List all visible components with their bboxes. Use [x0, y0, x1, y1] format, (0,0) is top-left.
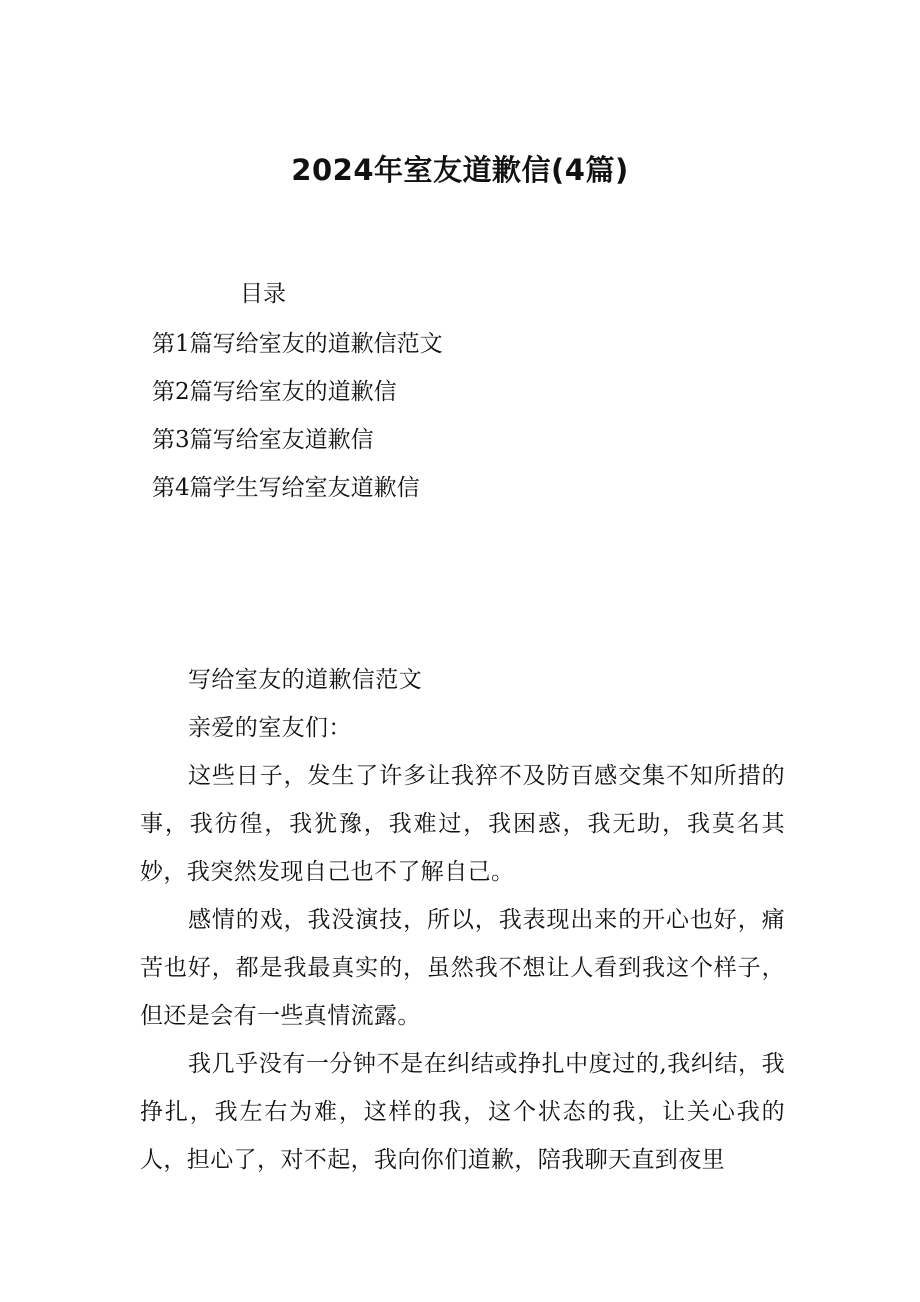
- toc-item-3[interactable]: 第3篇写给室友道歉信: [152, 427, 374, 453]
- toc-heading: 目录: [240, 281, 286, 307]
- paragraph-1: 这些日子，发生了许多让我猝不及防百感交集不知所措的事，我彷徨，我犹豫，我难过，我困惑，我无助，我莫名其妙，我突然发现自己也不了解自己。: [140, 763, 785, 885]
- toc-item-4[interactable]: 第4篇学生写给室友道歉信: [152, 475, 420, 501]
- toc-item-2[interactable]: 第2篇写给室友的道歉信: [152, 379, 397, 405]
- toc-list: [152, 320, 443, 512]
- salutation: 亲爱的室友们：: [188, 715, 352, 741]
- toc-item-1[interactable]: 第1篇写给室友的道歉信范文: [152, 331, 443, 357]
- section-title: 写给室友的道歉信范文: [188, 667, 422, 693]
- letter-body: [140, 656, 785, 1184]
- paragraph-3: 我几乎没有一分钟不是在纠结或挣扎中度过的,我纠结，我挣扎，我左右为难，这样的我，这个状态的我，让关心我的人，担心了，对不起，我向你们道歉，陪我聊天直到夜里: [140, 1051, 785, 1173]
- paragraph-2: 感情的戏，我没演技，所以，我表现出来的开心也好，痛苦也好，都是我最真实的，虽然我不想让人看到我这个样子，但还是会有一些真情流露。: [140, 907, 785, 1029]
- document-title: 2024年室友道歉信(4篇): [291, 153, 629, 187]
